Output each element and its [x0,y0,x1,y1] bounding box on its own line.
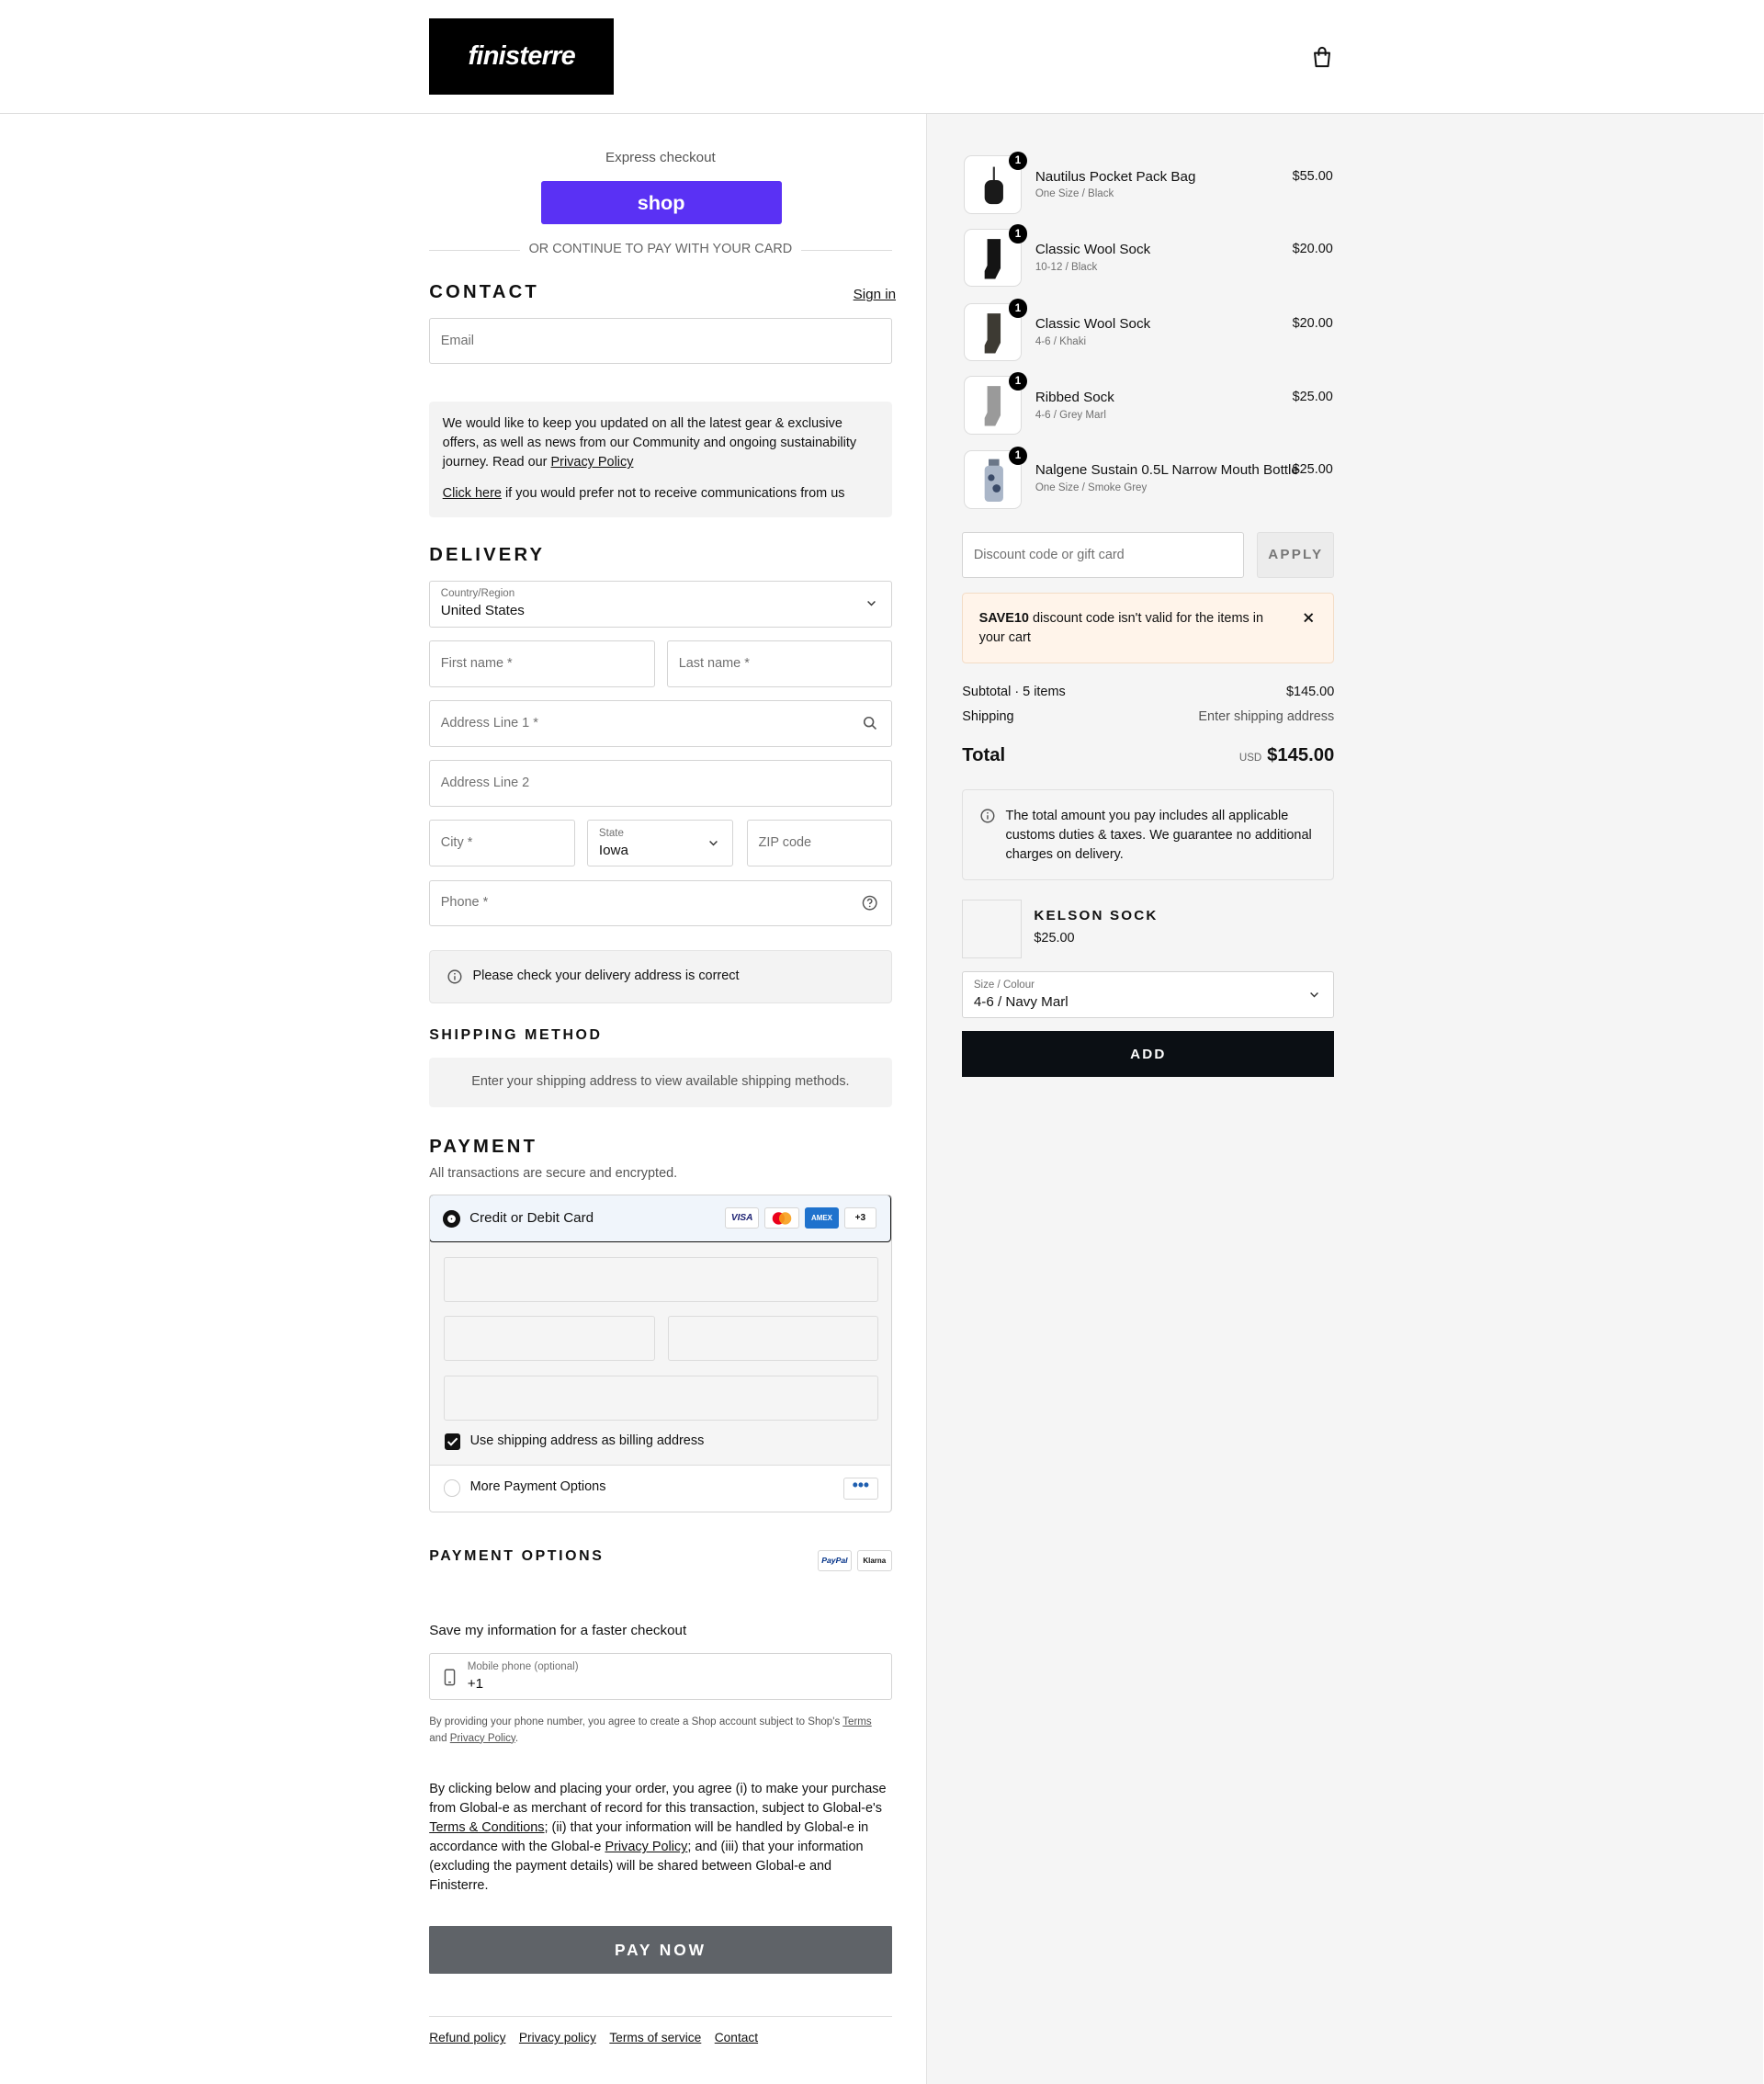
discount-error-text: discount code isn't valid for the items in your cart [978,611,1263,646]
sign-in-link[interactable]: Sign in [853,287,897,303]
brand-logo[interactable] [429,18,614,94]
add-upsell-label: ADD [1130,1046,1167,1062]
shipping-method-message: Enter your shipping address to view available shipping methods. [471,1073,850,1089]
logo-text: finisterre [468,40,575,71]
mastercard-logo [764,1207,799,1229]
contact-heading: CONTACT [429,281,539,302]
item-variant: 4-6 / Khaki [1035,335,1087,347]
upsell-image [962,900,1022,958]
card-radio-selected[interactable] [443,1210,460,1228]
more-options-radio[interactable] [444,1479,461,1497]
shipping-label: Shipping [962,709,1014,725]
chevron-down-icon [707,837,719,849]
item-price: $55.00 [1292,168,1333,184]
subtotal-value: $145.00 [1286,684,1335,699]
shop-terms-end: . [514,1732,519,1744]
terms-of-service-link[interactable]: Terms of service [609,2031,702,2045]
last-name-field[interactable] [667,640,891,687]
close-icon[interactable] [1302,611,1315,624]
contact-link[interactable]: Contact [714,2031,759,2045]
pay-now-label: PAY NOW [614,1940,707,1959]
discount-error-text-block [979,609,1288,648]
discount-error-banner [962,593,1334,663]
total-label: Total [962,745,1006,766]
more-options-label: More Payment Options [469,1479,606,1495]
payment-subtitle: All transactions are secure and encrypted. [429,1165,678,1181]
info-icon [980,809,995,823]
quantity-badge: 1 [1009,152,1027,170]
help-circle-icon[interactable] [862,895,877,911]
billing-checkbox-label: Use shipping address as billing address [469,1433,705,1449]
address-line1-placeholder: Address Line 1 * [440,716,538,731]
card-cvv-frame[interactable] [668,1316,878,1361]
billing-checkbox[interactable] [445,1433,460,1449]
item-variant: One Size / Black [1035,188,1114,200]
zip-field[interactable] [747,820,892,866]
quantity-badge: 1 [1009,299,1027,317]
check-icon [445,1433,460,1449]
shop-terms-text [429,1714,891,1747]
legal-text [429,1780,891,1897]
refund-policy-link[interactable]: Refund policy [429,2031,506,2045]
item-variant: 10-12 / Black [1035,261,1098,273]
legal-part2: ; (ii) that your information will be handled by Global-e in accordance with the Global-e [429,1820,869,1855]
address-line1-field[interactable] [429,700,891,747]
quantity-badge: 1 [1009,224,1027,243]
delivery-heading: DELIVERY [429,545,546,566]
address-notice [429,950,891,1003]
save-info-title: Save my information for a faster checkout [429,1623,687,1639]
state-label: State [598,827,624,839]
privacy-policy-link[interactable]: Privacy Policy [550,455,634,470]
shop-pay-button[interactable] [541,181,782,225]
global-e-privacy-link[interactable]: Privacy Policy [605,1840,688,1855]
more-payment-options-row[interactable] [430,1465,889,1512]
footer-divider [429,2016,891,2017]
marketing-text-block [443,414,878,472]
marketing-text: We would like to keep you updated on all the latest gear & exclusive offers, as well as news from our Community and ongoing sustainability journey. Read our [442,416,857,470]
shipping-value: Enter shipping address [1198,709,1335,725]
upsell-select-value: 4-6 / Navy Marl [973,993,1069,1010]
legal-part1: By clicking below and placing your order, you agree (i) to make your purchase from Global-e as merchant of record for this transaction, subject to Global-e's [429,1781,887,1816]
divider-text: OR CONTINUE TO PAY WITH YOUR CARD [528,242,793,257]
divider-line-left [429,250,519,251]
paypal-logo: PayPal [818,1550,853,1571]
discount-code-input[interactable] [962,532,1244,579]
item-price: $20.00 [1292,316,1333,332]
item-price: $25.00 [1292,389,1333,404]
card-option-row[interactable] [429,1195,891,1242]
item-name: Classic Wool Sock [1035,242,1151,258]
page-header [0,0,1764,114]
privacy-policy-footer-link[interactable]: Privacy policy [518,2031,596,2045]
apply-button[interactable] [1257,532,1334,579]
country-value: United States [440,603,525,619]
pay-now-button[interactable] [429,1926,891,1974]
city-placeholder: City * [440,835,473,851]
phone-placeholder: Phone * [440,895,489,911]
phone-field[interactable] [429,880,891,927]
upsell-variant-select[interactable] [962,971,1334,1018]
duties-text: The total amount you pay includes all applicable customs duties & taxes. We guarantee no additional charges on delivery. [1005,808,1312,862]
upsell-name: KELSON SOCK [1034,907,1159,923]
item-price: $20.00 [1292,242,1333,257]
email-placeholder: Email [440,333,474,348]
mobile-phone-label: Mobile phone (optional) [467,1660,579,1672]
last-name-placeholder: Last name * [678,656,750,672]
total-amount [1175,745,1335,766]
discount-error-code: SAVE10 [978,611,1029,627]
mobile-phone-field[interactable] [429,1653,891,1700]
info-icon [447,969,462,984]
shop-terms-link[interactable]: Terms [842,1716,872,1727]
chevron-down-icon [865,597,877,609]
express-checkout-title: Express checkout [605,150,716,166]
item-variant: 4-6 / Grey Marl [1035,409,1106,421]
quantity-badge: 1 [1009,372,1027,391]
first-name-placeholder: First name * [440,656,513,672]
duties-notice [962,789,1334,879]
state-value: Iowa [598,842,628,858]
item-name: Ribbed Sock [1035,389,1114,405]
payment-options-heading: PAYMENT OPTIONS [429,1548,605,1565]
total-value: $145.00 [1267,745,1335,766]
city-field[interactable] [429,820,575,866]
country-select[interactable] [429,581,891,628]
more-cards-badge: +3 [844,1207,876,1229]
search-icon [863,716,877,731]
shopping-bag-icon[interactable] [1310,45,1334,69]
shop-terms-and: and [429,1732,450,1744]
item-name: Classic Wool Sock [1035,316,1151,333]
add-upsell-button[interactable] [962,1031,1334,1076]
amex-logo: AMEX [805,1207,840,1229]
first-name-field[interactable] [429,640,655,687]
card-expiry-frame[interactable] [444,1316,655,1361]
payment-heading: PAYMENT [429,1136,538,1157]
shop-terms-pre: By providing your phone number, you agree to create a Shop account subject to Shop's [429,1716,843,1727]
payment-methods-box [429,1195,891,1512]
upsell-select-label: Size / Colour [973,979,1035,991]
click-here-link[interactable]: Click here [442,486,502,502]
card-number-frame[interactable] [444,1257,878,1302]
global-e-terms-link[interactable]: Terms & Conditions [429,1820,545,1836]
email-field[interactable] [429,318,891,365]
shop-pay-label: shop [637,190,685,214]
more-dots-icon: ••• [843,1478,878,1501]
mastercard-circles-icon [770,1211,794,1226]
legal-part3: ; and (iii) that your information (excluding the payment details) will be shared between Global-e and Finisterre. [429,1840,864,1894]
klarna-logo: Klarna [857,1550,892,1571]
item-name: Nalgene Sustain 0.5L Narrow Mouth Bottle [1035,462,1299,479]
apply-label: APPLY [1268,547,1324,563]
item-variant: One Size / Smoke Grey [1035,482,1148,494]
zip-placeholder: ZIP code [758,835,812,851]
chevron-down-icon [1308,989,1320,1001]
discount-placeholder: Discount code or gift card [973,547,1125,562]
address-notice-text: Please check your delivery address is correct [472,968,740,984]
shipping-method-heading: SHIPPING METHOD [429,1027,603,1044]
state-select[interactable] [587,820,733,866]
mobile-phone-value: +1 [467,1675,484,1692]
country-label: Country/Region [440,588,515,600]
divider-line-right [801,250,891,251]
optout-text: if you would prefer not to receive communications from us [501,486,845,502]
footer-links [429,2031,758,2044]
item-price: $25.00 [1292,462,1333,478]
shop-privacy-link[interactable]: Privacy Policy [449,1732,515,1744]
address-line2-placeholder: Address Line 2 [440,776,530,791]
quantity-badge: 1 [1009,447,1027,465]
upsell-price: $25.00 [1034,930,1075,946]
visa-logo: VISA [725,1207,760,1229]
subtotal-label: Subtotal · 5 items [962,684,1066,699]
optout-block [443,484,878,504]
card-option-label: Credit or Debit Card [469,1209,594,1226]
item-name: Nautilus Pocket Pack Bag [1035,168,1196,185]
mobile-phone-icon [444,1669,456,1686]
total-currency: USD [1238,753,1262,765]
card-name-frame[interactable] [444,1376,878,1421]
shipping-method-message-box [429,1058,891,1107]
address-line2-field[interactable] [429,760,891,807]
marketing-notice [429,402,891,517]
